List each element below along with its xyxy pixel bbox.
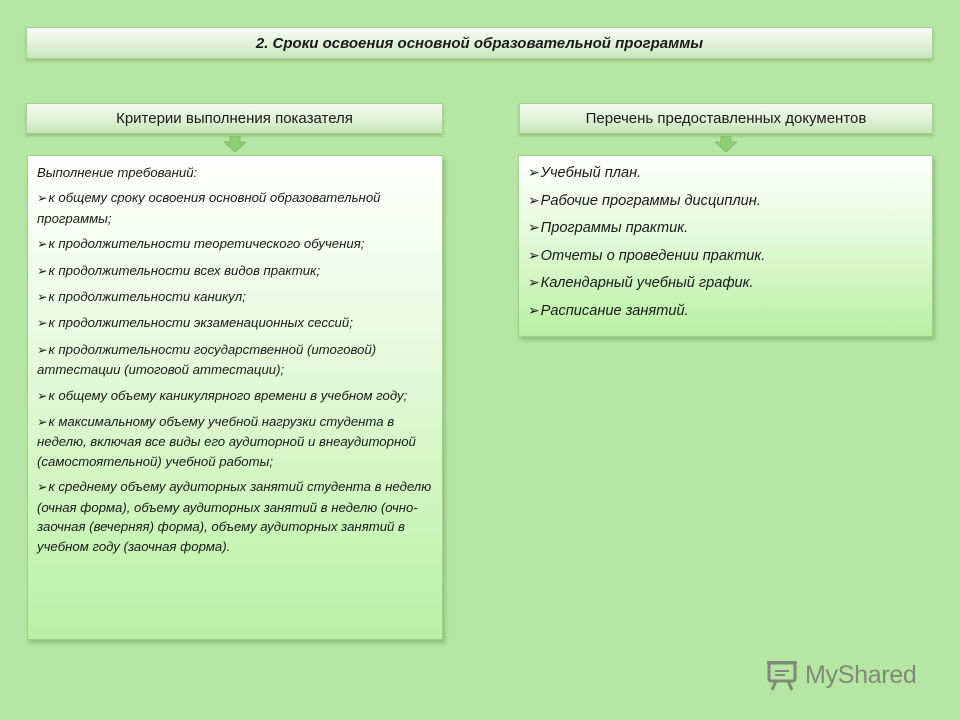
list-item (528, 272, 924, 295)
list-item-text: Расписание занятий. (540, 302, 689, 319)
list-item (37, 234, 434, 254)
list-item (528, 217, 924, 240)
slide-title (26, 27, 933, 59)
list-item-text: к продолжительности каникул; (48, 289, 246, 305)
arrow-bullet-icon: ➢ (37, 388, 48, 403)
criteria-header-text: Критерии выполнения показателя (116, 110, 353, 127)
list-item-text: Отчеты о проведении практик. (540, 247, 766, 264)
list-item-text: к среднему объему аудиторных занятий студента в неделю (очная форма), объему аудиторных занятий в неделю (очно-заочная (вечерняя) форма), объему аудиторных занятий в учебном году (заочная форма). (37, 479, 432, 554)
list-item (37, 340, 434, 380)
list-item (37, 412, 434, 471)
watermark-text: MyShared (805, 660, 917, 689)
list-item (528, 245, 924, 268)
documents-header (519, 103, 933, 134)
arrow-bullet-icon: ➢ (528, 219, 540, 236)
arrow-bullet-icon: ➢ (528, 164, 540, 180)
list-item (37, 261, 434, 281)
list-item-text: к продолжительности государственной (итоговой) аттестации (итоговой аттестации); (37, 341, 377, 378)
criteria-list (37, 188, 434, 556)
list-item-text: Программы практик. (540, 220, 689, 237)
arrow-bullet-icon: ➢ (37, 263, 48, 278)
arrow-bullet-icon: ➢ (528, 274, 540, 291)
list-item (37, 477, 434, 556)
arrow-bullet-icon: ➢ (528, 246, 540, 263)
list-item-text: к максимальному объему учебной нагрузки студента в неделю, включая все виды его аудиторной и внеаудиторной (самостоятельной) учебной работы; (37, 414, 416, 469)
arrow-bullet-icon: ➢ (528, 191, 540, 208)
list-item-text: к общему объему каникулярного времени в учебном году; (48, 387, 408, 403)
criteria-header (26, 103, 443, 134)
list-item-text: Рабочие программы дисциплин. (540, 192, 761, 209)
arrow-bullet-icon: ➢ (37, 480, 48, 495)
list-item-text: к общему сроку освоения основной образовательной программы; (37, 190, 381, 226)
arrow-bullet-icon: ➢ (37, 415, 48, 430)
documents-list (528, 162, 924, 323)
arrow-bullet-icon: ➢ (37, 290, 48, 305)
list-item (528, 162, 924, 185)
arrow-bullet-icon: ➢ (37, 237, 48, 252)
criteria-intro: Выполнение требований: (37, 165, 198, 180)
documents-header-text: Перечень предоставленных документов (585, 110, 867, 127)
arrow-down-icon (224, 136, 246, 152)
arrow-bullet-icon: ➢ (37, 191, 48, 206)
list-item-text: к продолжительности всех видов практик; (48, 262, 321, 278)
list-item (37, 313, 434, 333)
list-item-text: Учебный план. (540, 165, 642, 181)
documents-box (518, 155, 933, 337)
presentation-board-icon (767, 659, 801, 691)
arrow-bullet-icon: ➢ (37, 342, 48, 357)
watermark-logo (767, 655, 917, 695)
list-item-text: к продолжительности теоретического обучения; (48, 236, 365, 252)
list-item (37, 287, 434, 307)
list-item (528, 190, 924, 213)
list-item (528, 300, 924, 323)
list-item (37, 386, 434, 406)
list-item (37, 188, 434, 228)
arrow-bullet-icon: ➢ (528, 301, 540, 318)
arrow-down-icon (715, 136, 737, 152)
list-item-text: к продолжительности экзаменационных сессий; (48, 315, 353, 331)
list-item-text: Календарный учебный график. (540, 275, 754, 292)
criteria-box (27, 155, 443, 640)
arrow-bullet-icon: ➢ (37, 316, 48, 331)
slide-title-text: 2. Сроки освоения основной образовательной программы (255, 34, 704, 52)
